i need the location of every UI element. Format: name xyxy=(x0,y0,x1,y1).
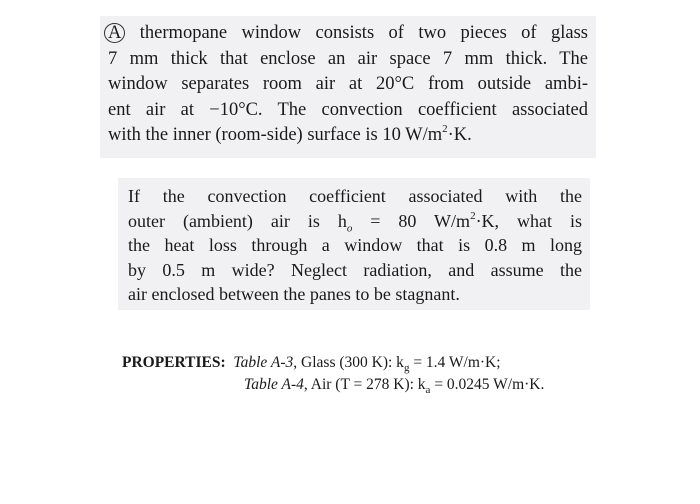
table-ref: Table A-4 xyxy=(244,376,304,393)
problem-line: window separates room air at 20°C from outside ambi- xyxy=(108,74,588,94)
problem-line: outer (ambient) air is $h_o = 80$ $W/m^2\cdot K$, what is xyxy=(128,209,582,235)
problem-line: the heat loss through a window that is 0.8 m long xyxy=(128,235,582,256)
table-ref: Table A-3 xyxy=(233,354,294,371)
problem-line: If the convection coefficient associated with the xyxy=(128,186,582,206)
problem-line: air enclosed between the panes to be stagnant. xyxy=(128,284,460,305)
problem-line: with the inner (room-side) surface is 10 $W/m^2\cdot K$. xyxy=(108,122,472,145)
problem-line: A thermopane window consists of two pieces of glass xyxy=(108,21,588,47)
properties-block xyxy=(122,352,544,396)
problem-line: ent air at −10°C. The convection coefficient associated xyxy=(108,99,588,120)
problem-line: by 0.5 m wide? Neglect radiation, and assume the xyxy=(128,259,582,280)
properties-row-glass: PROPERTIES: Table A-3, Glass (300 K): $k_g = 1.4$ W/m·K; xyxy=(122,354,501,375)
lead-letter: A xyxy=(104,23,125,43)
problem-paragraph-1 xyxy=(100,16,596,158)
problem-paragraph-2 xyxy=(118,178,590,310)
properties-row-air: Table A-4, Air (T = 278 K): $k_a = 0.0245$ W/m·K. xyxy=(244,376,545,397)
problem-line: 7 mm thick that enclose an air space 7 mm thick. The xyxy=(108,48,588,69)
properties-label: PROPERTIES: xyxy=(122,354,226,371)
